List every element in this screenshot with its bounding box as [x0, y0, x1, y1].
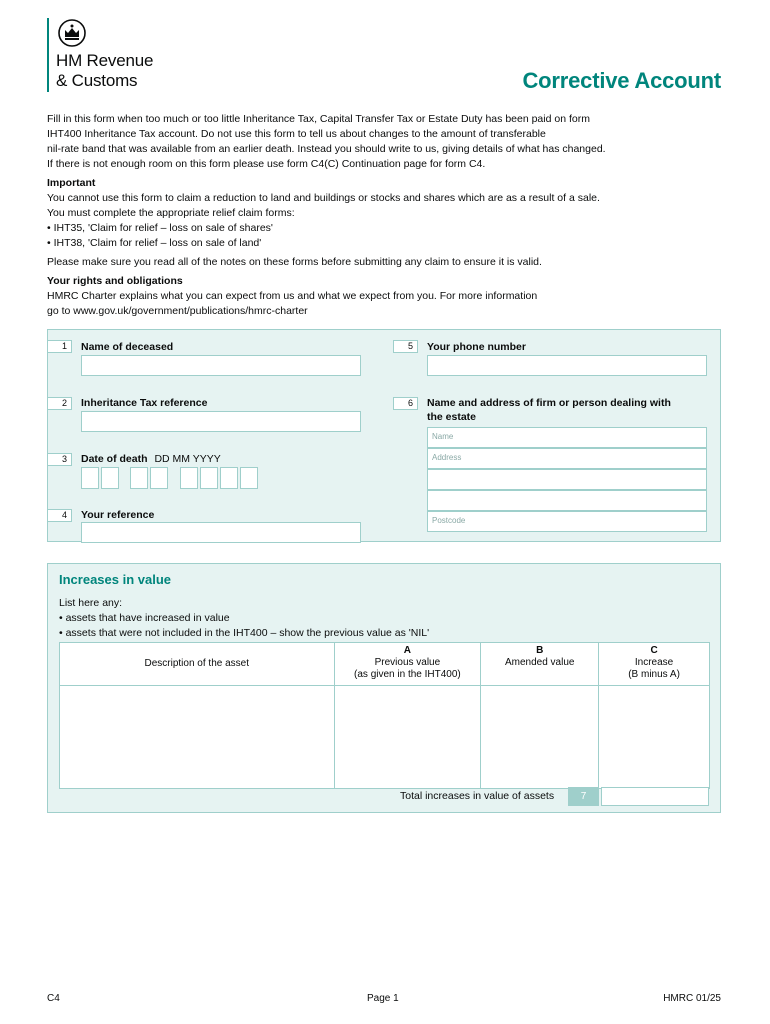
date-day-digit-1[interactable] — [81, 467, 99, 489]
firm-name-address-label — [427, 396, 707, 424]
important-line: You must complete the appropriate relief claim forms: — [47, 207, 295, 219]
assets-table — [59, 642, 710, 789]
rights-line: HMRC Charter explains what you can expect from us and what we expect from you. For more information — [47, 290, 538, 302]
address-placeholder: Address — [432, 453, 462, 462]
rights-heading: Your rights and obligations — [47, 275, 183, 287]
logo-bar — [47, 18, 49, 92]
col-header-c — [599, 643, 710, 686]
col-header-a — [334, 643, 481, 686]
name-of-deceased-label: Name of deceased — [81, 341, 174, 353]
list-intro: List here any: — [59, 597, 123, 609]
your-reference-input[interactable] — [81, 522, 361, 543]
iht-reference-label: Inheritance Tax reference — [81, 397, 208, 409]
name-of-deceased-input[interactable] — [81, 355, 361, 376]
date-format-hint: DD MM YYYY — [154, 453, 221, 465]
important-heading: Important — [47, 177, 96, 189]
amended-value-cell[interactable] — [481, 686, 599, 789]
previous-value-cell[interactable] — [334, 686, 481, 789]
description-cell[interactable] — [60, 686, 335, 789]
date-month-digit-2[interactable] — [150, 467, 168, 489]
phone-number-label: Your phone number — [427, 341, 526, 353]
col-c-line1: Increase — [634, 657, 674, 668]
col-header-description: Description of the asset — [60, 643, 335, 686]
bullet-item: • assets that have increased in value — [59, 612, 230, 624]
notes-line: Please make sure you read all of the notes on these forms before submitting any claim to ensure it is valid. — [47, 256, 542, 268]
increases-title: Increases in value — [59, 572, 172, 587]
table-row — [60, 686, 710, 789]
intro-line: IHT400 Inheritance Tax account. Do not use this form to tell us about changes to the amount of transferable — [47, 128, 546, 140]
intro-section — [47, 112, 727, 319]
logo-text-line2: & Customs — [56, 71, 138, 90]
intro-line: Fill in this form when too much or too little Inheritance Tax, Capital Transfer Tax or Estate Duty has been paid on form — [47, 113, 590, 125]
bullet-item: • assets that were not included in the IHT400 – show the previous value as 'NIL' — [59, 627, 430, 639]
intro-line: nil-rate band that was available from an earlier death. Instead you should write to us, giving details of what has changed. — [47, 143, 606, 155]
firm-name-input[interactable] — [427, 427, 707, 448]
bullet-item: • IHT38, 'Claim for relief – loss on sale of land' — [47, 237, 262, 249]
crown-crest-icon — [56, 18, 88, 48]
col-b-line1: Amended value — [504, 657, 575, 668]
col-b-letter: B — [536, 645, 544, 656]
date-year-digit-1[interactable] — [180, 467, 198, 489]
question-number: 2 — [47, 397, 72, 410]
rights-line: go to www.gov.uk/government/publications/hmrc-charter — [47, 305, 308, 317]
increases-instructions — [59, 596, 699, 641]
intro-line: If there is not enough room on this form please use form C4(C) Continuation page for form C4. — [47, 158, 486, 170]
firm-label-line1: Name and address of firm or person dealing with — [427, 397, 671, 409]
iht-reference-input[interactable] — [81, 411, 361, 432]
bullet-item: • IHT35, 'Claim for relief – loss on sale of shares' — [47, 222, 273, 234]
question-number: 1 — [47, 340, 72, 353]
firm-postcode-input[interactable] — [427, 511, 707, 532]
firm-address-line1-input[interactable] — [427, 448, 707, 469]
firm-address-line2-input[interactable] — [427, 469, 707, 490]
important-line: You cannot use this form to claim a reduction to land and buildings or stocks and shares which are as a result of a sale. — [47, 192, 600, 204]
firm-address-line3-input[interactable] — [427, 490, 707, 511]
date-year-digit-4[interactable] — [240, 467, 258, 489]
date-of-death-text: Date of death — [81, 453, 148, 465]
col-c-letter: C — [650, 645, 658, 656]
date-year-digit-3[interactable] — [220, 467, 238, 489]
question-number: 5 — [393, 340, 418, 353]
footer-version: HMRC 01/25 — [663, 993, 721, 1004]
logo-text-line1: HM Revenue — [56, 51, 154, 70]
date-day-digit-2[interactable] — [101, 467, 119, 489]
page-title: Corrective Account — [522, 68, 721, 93]
total-increases-input[interactable] — [601, 787, 709, 806]
col-c-line2: (B minus A) — [628, 669, 680, 680]
your-reference-label: Your reference — [81, 509, 155, 521]
col-a-letter: A — [403, 645, 412, 656]
firm-label-line2: the estate — [427, 411, 477, 423]
col-a-line2: (as given in the IHT400) — [354, 669, 461, 680]
total-increases-label: Total increases in value of assets — [400, 790, 555, 802]
col-header-b — [481, 643, 599, 686]
footer-page-number: Page 1 — [367, 993, 399, 1004]
date-of-death-label — [81, 452, 221, 466]
total-box-number: 7 — [568, 787, 599, 806]
footer-form-code: C4 — [47, 993, 60, 1004]
question-number: 4 — [47, 509, 72, 522]
question-number: 6 — [393, 397, 418, 410]
question-number: 3 — [47, 453, 72, 466]
phone-number-input[interactable] — [427, 355, 707, 376]
postcode-placeholder: Postcode — [432, 516, 466, 525]
name-placeholder: Name — [432, 432, 454, 441]
col-a-line1: Previous value — [374, 657, 441, 668]
date-month-digit-1[interactable] — [130, 467, 148, 489]
date-year-digit-2[interactable] — [200, 467, 218, 489]
table-header-row — [60, 643, 710, 686]
increase-cell[interactable] — [599, 686, 710, 789]
